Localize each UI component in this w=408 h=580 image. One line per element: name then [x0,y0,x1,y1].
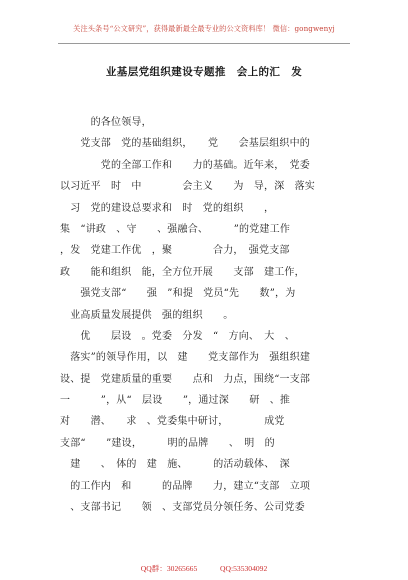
body-line: 建 、 体的 建 施、 的活动载体、 深 [60,459,290,471]
body-line: 集 “讲政 、守 、强融合、 ”的党建工作 [60,223,291,235]
body-line: 、支部书记 领 、支部党员分领任务、公司党委 [60,502,305,514]
body-line: 设、提 党建质量的重要 点和 力点，围绕“一支部 [60,373,311,385]
document-title: 业基层党组织建设专题推 会上的汇 发 [105,66,303,78]
body-line: 以习近平 时 中 会主义 为 导，深 落实 [60,181,315,193]
body-line: 的各位领导， [60,117,152,128]
body-line: 对 潜、 求 、党委集中研讨， 成党 [60,416,285,428]
body-line: 支部“ ”建设， 明的品牌 、 明 的 [60,437,275,449]
header-divider [58,43,350,44]
body-line: 一 ”，从“ 层设 ”，通过深 研 、推 [60,395,291,407]
body-line: 优 层设 。党委 分发 “ 方向、 大 、 [60,330,295,342]
body-line: ，发 党建工作优 ，聚 合力， 强党支部 [60,245,290,257]
header-banner: 关注头条号“公文研究”，获得最新最全最专业的公文资料库！ 微信：gongwenyj [73,24,335,33]
body-line: 习 党的建设总要求和 时 党的组织 ， [60,202,275,214]
body-line: 落实”的领导作用，以 建 党支部作为 强组织建 [60,352,311,364]
body-line: 政 能和组织 能，全方位开展 支部 建工作， [60,266,305,278]
body-line: 党的全部工作和 力的基础。近年来， 党委 [60,159,310,171]
body-line: 强党支部“ 强 ”和提 党员“先 数”，为 [60,288,296,300]
body-line: 党支部 党的基础组织， 党 会基层组织中的 [60,138,310,150]
body-line: 业高质量发展提供 强的组织 。 [60,309,234,321]
body-line: 的工作内 和 的品牌 力，建立“支部 立项 [60,480,311,492]
document-body [60,112,354,518]
footer-contact: QQ群：30265665 QQ:535304092 [140,564,268,573]
